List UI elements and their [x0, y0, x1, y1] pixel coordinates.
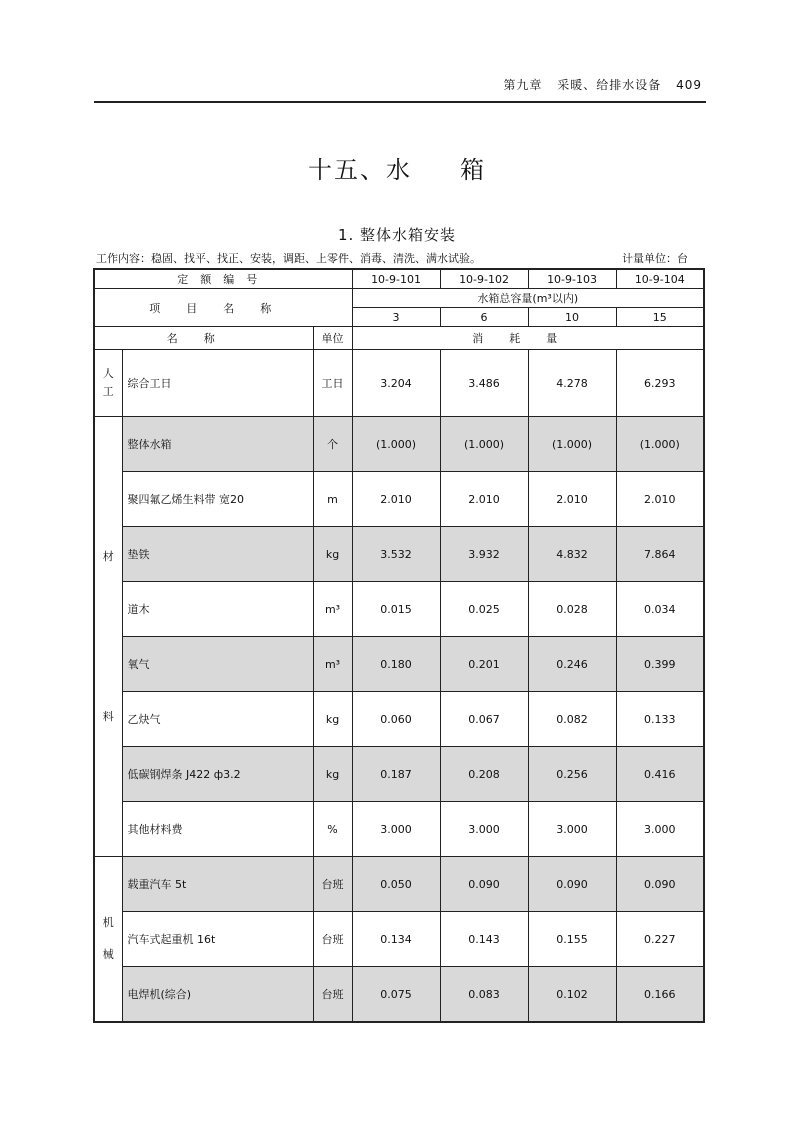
value-cell: 0.083: [440, 967, 528, 1023]
value-cell: (1.000): [528, 417, 616, 472]
value-cell: 0.025: [440, 582, 528, 637]
code-cell: 10-9-103: [528, 269, 616, 289]
capacity-cell: 3: [352, 308, 440, 327]
capacity-cell: 15: [616, 308, 704, 327]
value-cell: (1.000): [440, 417, 528, 472]
section-title-word: 箱: [460, 156, 486, 184]
item-name: 综合工日: [122, 350, 313, 417]
value-cell: 2.010: [528, 472, 616, 527]
consumption-header: 消耗量: [352, 327, 704, 350]
quota-table: [93, 268, 705, 1023]
work-content: 工作内容：稳固、找平、找正、安装，调距、上零件、消毒、清洗、满水试验。: [96, 252, 481, 265]
value-cell: 0.180: [352, 637, 440, 692]
capacity-cell: 10: [528, 308, 616, 327]
code-cell: 10-9-104: [616, 269, 704, 289]
material-category: 材 料: [94, 417, 122, 857]
value-cell: 2.010: [616, 472, 704, 527]
subsection-title: 1. 整体水箱安装: [337, 226, 457, 244]
item-name: 其他材料费: [122, 802, 313, 857]
item-name: 聚四氟乙烯生料带 宽20: [122, 472, 313, 527]
page-number: 409: [676, 78, 702, 92]
item-unit: kg: [313, 527, 352, 582]
machine-category: 机 械: [94, 857, 122, 1023]
value-cell: 3.204: [352, 350, 440, 417]
code-cell: 10-9-101: [352, 269, 440, 289]
material-row: [94, 527, 704, 582]
value-cell: 0.060: [352, 692, 440, 747]
item-unit: m³: [313, 637, 352, 692]
value-cell: 0.090: [528, 857, 616, 912]
item-unit: m: [313, 472, 352, 527]
value-cell: 2.010: [352, 472, 440, 527]
item-unit: m³: [313, 582, 352, 637]
item-name: 汽车式起重机 16t: [122, 912, 313, 967]
value-cell: 3.532: [352, 527, 440, 582]
value-cell: 0.090: [440, 857, 528, 912]
value-cell: (1.000): [352, 417, 440, 472]
item-name: 道木: [122, 582, 313, 637]
item-label: 项目名称: [94, 289, 352, 327]
item-unit: 台班: [313, 912, 352, 967]
value-cell: 0.028: [528, 582, 616, 637]
value-cell: 0.208: [440, 747, 528, 802]
section-title: [0, 150, 794, 185]
item-name: 电焊机(综合): [122, 967, 313, 1023]
value-cell: 0.416: [616, 747, 704, 802]
item-name: 乙炔气: [122, 692, 313, 747]
item-name: 氧气: [122, 637, 313, 692]
labor-row: [94, 350, 704, 417]
value-cell: 3.000: [616, 802, 704, 857]
value-cell: 3.000: [528, 802, 616, 857]
value-cell: 7.864: [616, 527, 704, 582]
machine-row: [94, 967, 704, 1023]
unit-of-measure: 计量单位：台: [622, 252, 688, 265]
material-row: [94, 637, 704, 692]
value-cell: 0.034: [616, 582, 704, 637]
value-cell: 0.133: [616, 692, 704, 747]
value-cell: 2.010: [440, 472, 528, 527]
column-header-row: [94, 327, 704, 350]
item-unit: kg: [313, 692, 352, 747]
value-cell: (1.000): [616, 417, 704, 472]
capacity-cell: 6: [440, 308, 528, 327]
value-cell: 0.082: [528, 692, 616, 747]
item-name: 载重汽车 5t: [122, 857, 313, 912]
machine-row: [94, 857, 704, 912]
value-cell: 0.075: [352, 967, 440, 1023]
value-cell: 0.201: [440, 637, 528, 692]
item-name: 垫铁: [122, 527, 313, 582]
value-cell: 6.293: [616, 350, 704, 417]
value-cell: 0.246: [528, 637, 616, 692]
item-unit: kg: [313, 747, 352, 802]
value-cell: 0.187: [352, 747, 440, 802]
value-cell: 3.932: [440, 527, 528, 582]
material-row: [94, 802, 704, 857]
item-name: 低碳钢焊条 J422 ф3.2: [122, 747, 313, 802]
header-rule: [94, 101, 706, 103]
value-cell: 0.134: [352, 912, 440, 967]
section-title-number: 十五、水: [308, 156, 412, 184]
name-header: 名称: [94, 327, 313, 350]
meta-line: [96, 250, 704, 266]
item-unit: 台班: [313, 967, 352, 1023]
value-cell: 0.067: [440, 692, 528, 747]
item-name: 整体水箱: [122, 417, 313, 472]
material-row: [94, 582, 704, 637]
value-cell: 0.256: [528, 747, 616, 802]
chapter-title: 采暖、给排水设备: [557, 78, 662, 92]
material-row: [94, 747, 704, 802]
value-cell: 3.486: [440, 350, 528, 417]
value-cell: 3.000: [440, 802, 528, 857]
value-cell: 0.090: [616, 857, 704, 912]
item-unit: 个: [313, 417, 352, 472]
value-cell: 0.050: [352, 857, 440, 912]
item-unit: 工日: [313, 350, 352, 417]
machine-row: [94, 912, 704, 967]
code-cell: 10-9-102: [440, 269, 528, 289]
value-cell: 3.000: [352, 802, 440, 857]
item-unit: 台班: [313, 857, 352, 912]
capacity-label-row: [94, 289, 704, 308]
value-cell: 0.102: [528, 967, 616, 1023]
labor-category: 人工: [94, 350, 122, 417]
unit-header: 单位: [313, 327, 352, 350]
value-cell: 0.399: [616, 637, 704, 692]
value-cell: 0.227: [616, 912, 704, 967]
code-row: [94, 269, 704, 289]
value-cell: 4.278: [528, 350, 616, 417]
capacity-label: 水箱总容量(m³以内): [352, 289, 704, 308]
value-cell: 0.166: [616, 967, 704, 1023]
value-cell: 0.015: [352, 582, 440, 637]
value-cell: 4.832: [528, 527, 616, 582]
value-cell: 0.155: [528, 912, 616, 967]
item-unit: %: [313, 802, 352, 857]
value-cell: 0.143: [440, 912, 528, 967]
material-row: [94, 692, 704, 747]
chapter-label: 第九章: [503, 78, 543, 92]
code-label: 定额编号: [94, 269, 352, 289]
material-row: [94, 472, 704, 527]
running-header: [493, 76, 702, 93]
material-row: [94, 417, 704, 472]
